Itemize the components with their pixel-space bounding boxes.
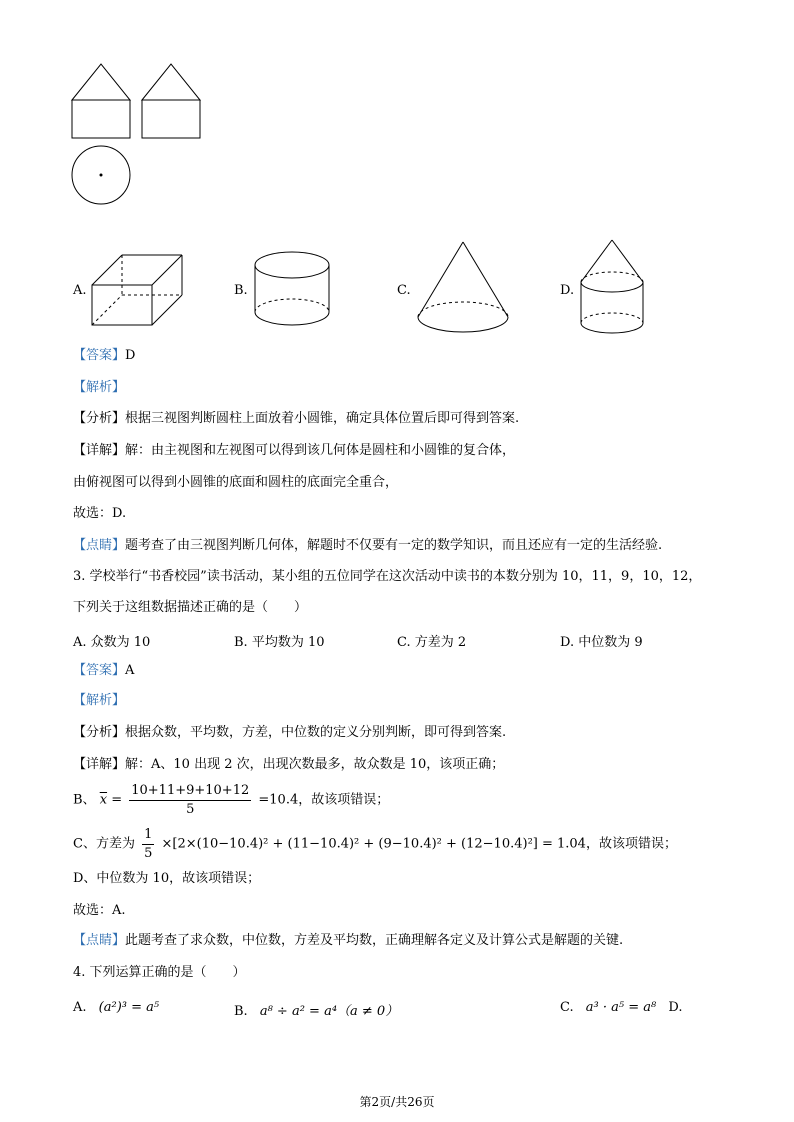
q4-option-a <box>73 1000 159 1015</box>
q2-detail-line-1 <box>73 442 515 460</box>
q4-option-c <box>560 1000 682 1015</box>
q3-answer-line <box>73 662 134 680</box>
option-c-label: C. <box>397 283 411 298</box>
q3-detail-line-a <box>73 756 504 774</box>
detail-text: 解：由主视图和左视图可以得到该几何体是圆柱和小圆锥的复合体， <box>125 443 516 458</box>
q3-detail-line-c <box>73 826 677 863</box>
q2-answer-line <box>73 347 135 365</box>
q3-option-d: D. 中位数为 9 <box>560 635 643 650</box>
q2-comment-line <box>73 537 662 555</box>
q3-option-c: C. 方差为 2 <box>397 635 467 650</box>
option-label: B. <box>234 1004 248 1019</box>
comment-text: 题考查了由三视图判断几何体，解题时不仅要有一定的数学知识，而且还应有一定的生活经验. <box>125 538 663 553</box>
fraction-numerator: 10+11+9+10+12 <box>129 782 251 801</box>
comment-tag: 【点睛】 <box>73 933 126 948</box>
q3-analysis-line <box>73 692 125 710</box>
option-expression: a⁸ ÷ a² = a⁴（a ≠ 0） <box>259 1004 399 1019</box>
fraction-denominator: 5 <box>144 846 153 861</box>
q2-detail-line-2: 由俯视图可以得到小圆锥的底面和圆柱的底面完全重合， <box>73 475 399 490</box>
b-suffix: ，故该项错误； <box>298 792 390 808</box>
q3-detail-line-b <box>73 782 389 819</box>
equals-sign: = <box>111 792 123 808</box>
q4-option-b <box>234 1000 398 1019</box>
mean-symbol: $\overline{x}$ <box>99 792 108 808</box>
variance-expression: ×[2×(10−10.4)² + (11−10.4)² + (9−10.4)² + (12−10.4)²] = 1.04 <box>161 836 586 852</box>
detail-text: 解：A、10 出现 2 次，出现次数最多，故众数是 10，该项正确； <box>125 757 505 772</box>
comment-text: 此题考查了求众数，中位数，方差及平均数，正确理解各定义及计算公式是解题的关键. <box>125 933 624 948</box>
b-prefix: B、 <box>73 792 96 808</box>
option-expression: a³ · a⁵ = a⁸ <box>585 1000 657 1015</box>
q3-comment-line <box>73 932 623 950</box>
answer-value: A <box>125 663 135 678</box>
q3-option-a: A. 众数为 10 <box>73 635 151 650</box>
q3-choice-line: 故选：A. <box>73 903 126 918</box>
q3-detail-line-d: D、中位数为 10，故该项错误； <box>73 871 261 886</box>
page-footer: 第2页/共26页 <box>359 1095 435 1109</box>
q2-choice-line: 故选：D. <box>73 506 127 521</box>
option-b-label: B. <box>234 283 248 298</box>
fenxi-text: 根据三视图判断圆柱上面放着小圆锥，确定具体位置后即可得到答案. <box>125 411 520 426</box>
c-prefix: C、方差为 <box>73 836 135 852</box>
option-expression: (a²)³ = a⁵ <box>98 1000 160 1015</box>
answer-tag: 【答案】 <box>73 663 126 678</box>
q3-fenxi-line <box>73 724 506 742</box>
c-suffix: ，故该项错误； <box>585 836 677 852</box>
q4-option-d-label: D. <box>668 1000 683 1015</box>
detail-tag: 【详解】 <box>73 757 126 772</box>
comment-tag: 【点睛】 <box>73 538 126 553</box>
answer-tag: 【答案】 <box>73 348 126 363</box>
option-d-label: D. <box>560 283 575 298</box>
mean-result: =10.4 <box>258 792 299 808</box>
fraction-numerator: 1 <box>142 826 154 845</box>
fraction-denominator: 5 <box>186 802 195 817</box>
answer-value: D <box>125 348 136 363</box>
fenxi-tag: 【分析】 <box>73 725 126 740</box>
variance-fraction <box>142 826 154 863</box>
fenxi-text: 根据众数，平均数，方差，中位数的定义分别判断，即可得到答案. <box>125 725 507 740</box>
analysis-tag: 【解析】 <box>73 380 126 395</box>
option-label: C. <box>560 1000 574 1015</box>
q2-fenxi-line <box>73 410 519 428</box>
mean-fraction <box>129 782 251 819</box>
option-a-label: A. <box>73 283 87 298</box>
option-label: A. <box>73 1000 87 1015</box>
q2-analysis-line <box>73 379 125 397</box>
detail-tag: 【详解】 <box>73 443 126 458</box>
fenxi-tag: 【分析】 <box>73 411 126 426</box>
analysis-tag: 【解析】 <box>73 693 126 708</box>
q3-stem-line-2: 下列关于这组数据描述正确的是（ ） <box>73 600 308 615</box>
q4-stem: 4. 下列运算正确的是（ ） <box>73 965 246 980</box>
q3-stem-line-1: 3. 学校举行“书香校园”读书活动，某小组的五位同学在这次活动中读书的本数分别为 10，11，9，10，12， <box>73 569 702 584</box>
q3-option-b: B. 平均数为 10 <box>234 635 325 650</box>
